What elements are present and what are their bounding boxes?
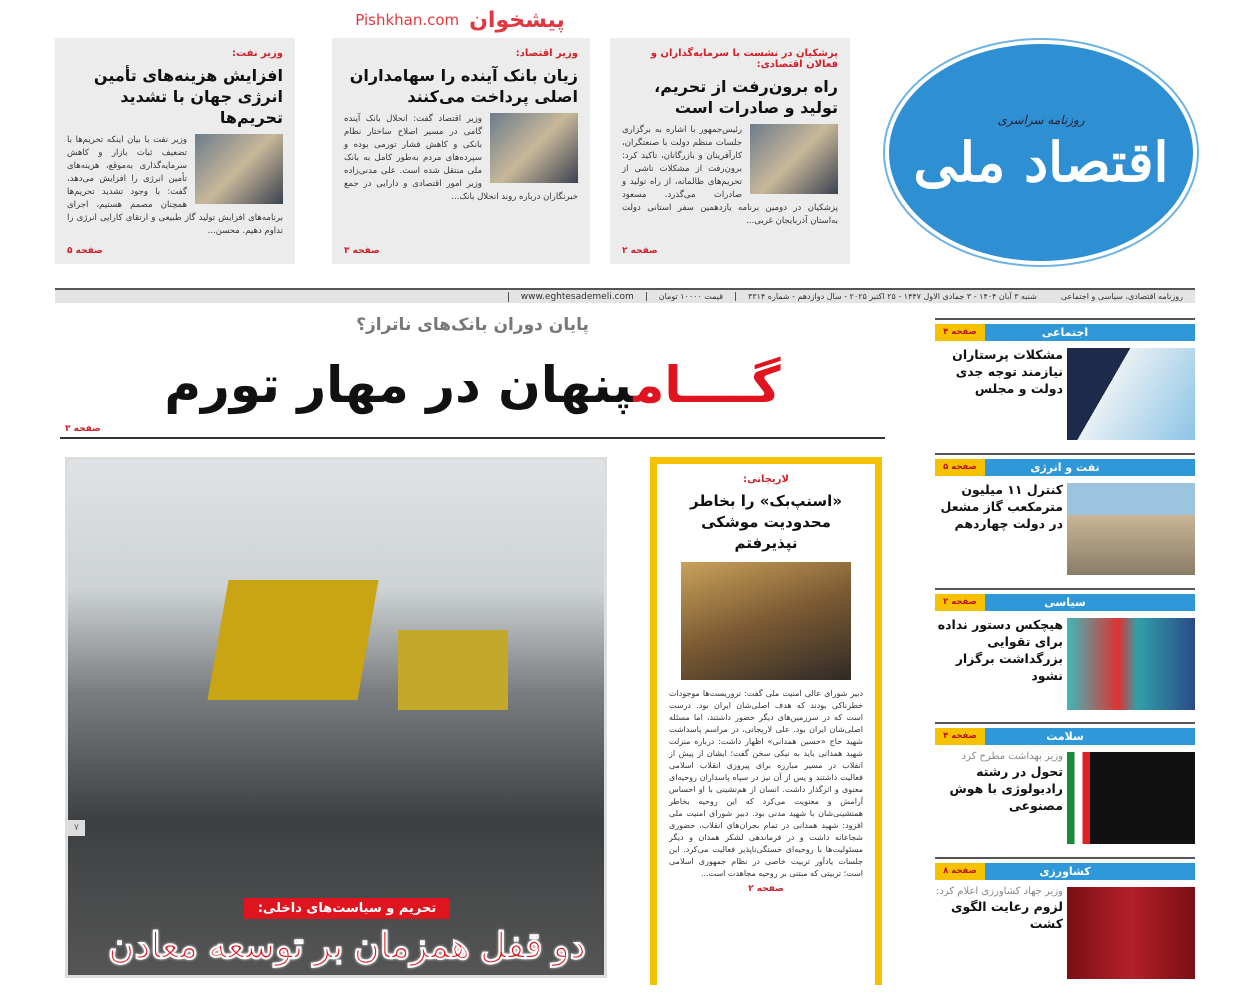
page-ref[interactable]: ۷	[68, 820, 85, 836]
larijani-photo	[681, 562, 851, 680]
excavator-image	[398, 630, 508, 710]
story-photo	[490, 113, 578, 183]
section-politics[interactable]: سیاسی صفحه ۲ هیچکس دستور نداده برای تقوایی بزرگداشت برگزار نشود	[935, 588, 1195, 718]
section-health[interactable]: سلامت صفحه ۴ وزیر بهداشت مطرح کرد تحول در رشته رادیولوژی با هوش مصنوعی	[935, 722, 1195, 852]
watermark: پیشخوان Pishkhan.com	[355, 7, 565, 33]
page-ref[interactable]: صفحه ۴	[935, 324, 985, 341]
nurse-photo	[1067, 348, 1195, 440]
story-photo	[750, 124, 838, 194]
excavator-image	[207, 580, 378, 700]
page-ref[interactable]: صفحه ۲	[935, 594, 985, 611]
page-ref[interactable]: صفحه ۴	[935, 728, 985, 745]
section-agriculture[interactable]: کشاورزی صفحه ۸ وزیر جهاد کشاورزی اعلام کرد: لزوم رعایت الگوی کشت	[935, 857, 1195, 987]
story-title: راه برون‌رفت از تحریم، تولید و صادرات است	[654, 77, 838, 117]
lead-subtitle: پایان دوران بانک‌های ناتراز؟	[356, 315, 589, 335]
info-bar: روزنامه اقتصادی، سیاسی و اجتماعی شنبه ۳ آبان ۱۴۰۴ - ۳ جمادی الاول ۱۴۴۷ - ۲۵ اکتبر ۲۰۲۵ - سال دوازدهم - شماره ۳۳۱۴ قیمت ۱۰۰۰۰ تومان www.eghtesademeli.com	[55, 288, 1195, 303]
gas-facility-photo	[1067, 483, 1195, 575]
top-story-2[interactable]: وزیر اقتصاد: زیان بانک آینده را سهامداران اصلی پرداخت می‌کنند وزیر اقتصاد گفت: انحلال بانک آینده گامی در مسیر اصلاح ساختار نظام بانکی و کاهش فشار تورمی بوده و سپرده‌های مردم به‌طور کامل به بانک ملی منتقل شده است. علی مدنی‌زاده وزیر امور اقتصادی و دارایی در جمع خبرنگاران درباره روند انحلال بانک... صفحه ۳	[332, 38, 590, 264]
lead-headline[interactable]: گــــامپنهان در مهار تورم	[164, 356, 781, 414]
section-social[interactable]: اجتماعی صفحه ۴ مشکلات پرستاران نیازمند توجه جدی دولت و مجلس	[935, 318, 1195, 448]
page-ref[interactable]: صفحه ۳	[65, 424, 101, 434]
feature-story[interactable]: لاریجانی: «اسنپ‌بک» را بخاطر محدودیت موشکی نپذیرفتم دبیر شورای عالی امنیت ملی گفت: تروریست‌ها موجودات خطرناکی بودند که هدف اصلی‌شان ایران بود. درست است که در سرزمین‌های دیگر حضور داشتند، اما مسئله اصلی‌شان ایران بود. علی لاریجانی، در مراسم پاسداشت شهید حاج «حسین همدانی» اظهار داشت: درباره منزلت شهید همدانی باید به نیکی سخن گفت؛ ایشان از پیش از انقلاب در مسیر مبارزه برای پیروزی انقلاب اسلامی فعالیت داشتند و پس از آن نیز در سپاه پاسداران روحیه‌ای معنوی و اثرگذار داشت. انسان از هم‌نشینی با او احساس آرامش و معنویت می‌کرد که این روحیه بخاطر همنشینی‌شان با شهید مدنی بود. دبیر شورای امنیت ملی افزود: شهید همدانی در تمام بحران‌های انقلاب، حضوری شجاعانه داشت و در فرماندهی لشکر همدان و دیگر مسئولیت‌ها با روحیه‌ای خستگی‌ناپذیر فعالیت می‌کرد. این جلسات یادآور تربیت خاصی در نظام جمهوری اسلامی است؛ تربیتی که مبتنی بر روحیه مجاهدت است... صفحه ۲	[650, 457, 882, 985]
page-ref[interactable]: صفحه ۵	[67, 246, 103, 256]
page-ref[interactable]: صفحه ۲	[748, 884, 784, 894]
section-oil-energy[interactable]: نفت و انرژی صفحه ۵ کنترل ۱۱ میلیون مترمکعب گاز مشعل در دولت چهاردهم	[935, 453, 1195, 583]
story-title: زیان بانک آینده را سهامداران اصلی پرداخت می‌کنند	[349, 66, 578, 106]
mining-photo-story[interactable]	[65, 457, 607, 978]
top-story-1[interactable]: پزشکیان در نشست با سرمایه‌گذاران و فعالان اقتصادی: راه برون‌رفت از تحریم، تولید و صادرات است رئیس‌جمهور با اشاره به برگزاری جلسات منظم دولت با صنعتگران، کارآفرینان و بازرگانان، تاکید کرد: برون‌رفت از مشکلات ناشی از تحریم‌های ظالمانه، از راه تولید و صادرات می‌گذرد. مسعود پزشکیان در دومین برنامه یازدهمین سفر استانی دولت به‌استان آذربایجان غربی... صفحه ۲	[610, 38, 850, 264]
masthead-logo: روزنامه سراسری اقتصاد ملی	[885, 40, 1197, 265]
photo-story-kicker: تحریم و سیاست‌های داخلی:	[244, 898, 451, 919]
story-title: افزایش هزینه‌های تأمین انرژی جهان با تشدید تحریم‌ها	[93, 66, 283, 127]
minister-photo	[1067, 887, 1195, 979]
divider	[60, 437, 885, 439]
page-ref[interactable]: صفحه ۸	[935, 863, 985, 880]
page-ref[interactable]: صفحه ۵	[935, 459, 985, 476]
page-ref[interactable]: صفحه ۲	[622, 246, 658, 256]
minister-photo	[1067, 752, 1195, 844]
story-title: «اسنپ‌بک» را بخاطر محدودیت موشکی نپذیرفتم	[689, 492, 843, 552]
story-photo	[195, 134, 283, 204]
top-story-3[interactable]: وزیر نفت: افزایش هزینه‌های تأمین انرژی جهان با تشدید تحریم‌ها وزیر نفت با بیان اینکه تحریم‌ها با تضعیف ثبات بازار و کاهش سرمایه‌گذاری به‌موقع، هزینه‌های تأمین انرژی را افزایش می‌دهد، گفت: با وجود تشدید تحریم‌ها همچنان مصمم هستیم، اجرای برنامه‌های افزایش تولید گاز طبیعی و ارتقای کارایی انرژی را تداوم دهیم. محسن... صفحه ۵	[55, 38, 295, 264]
speaker-photo	[1067, 618, 1195, 710]
photo-story-title: دو قفل همزمان بر توسعه معادن	[108, 925, 586, 966]
page-ref[interactable]: صفحه ۳	[344, 246, 380, 256]
